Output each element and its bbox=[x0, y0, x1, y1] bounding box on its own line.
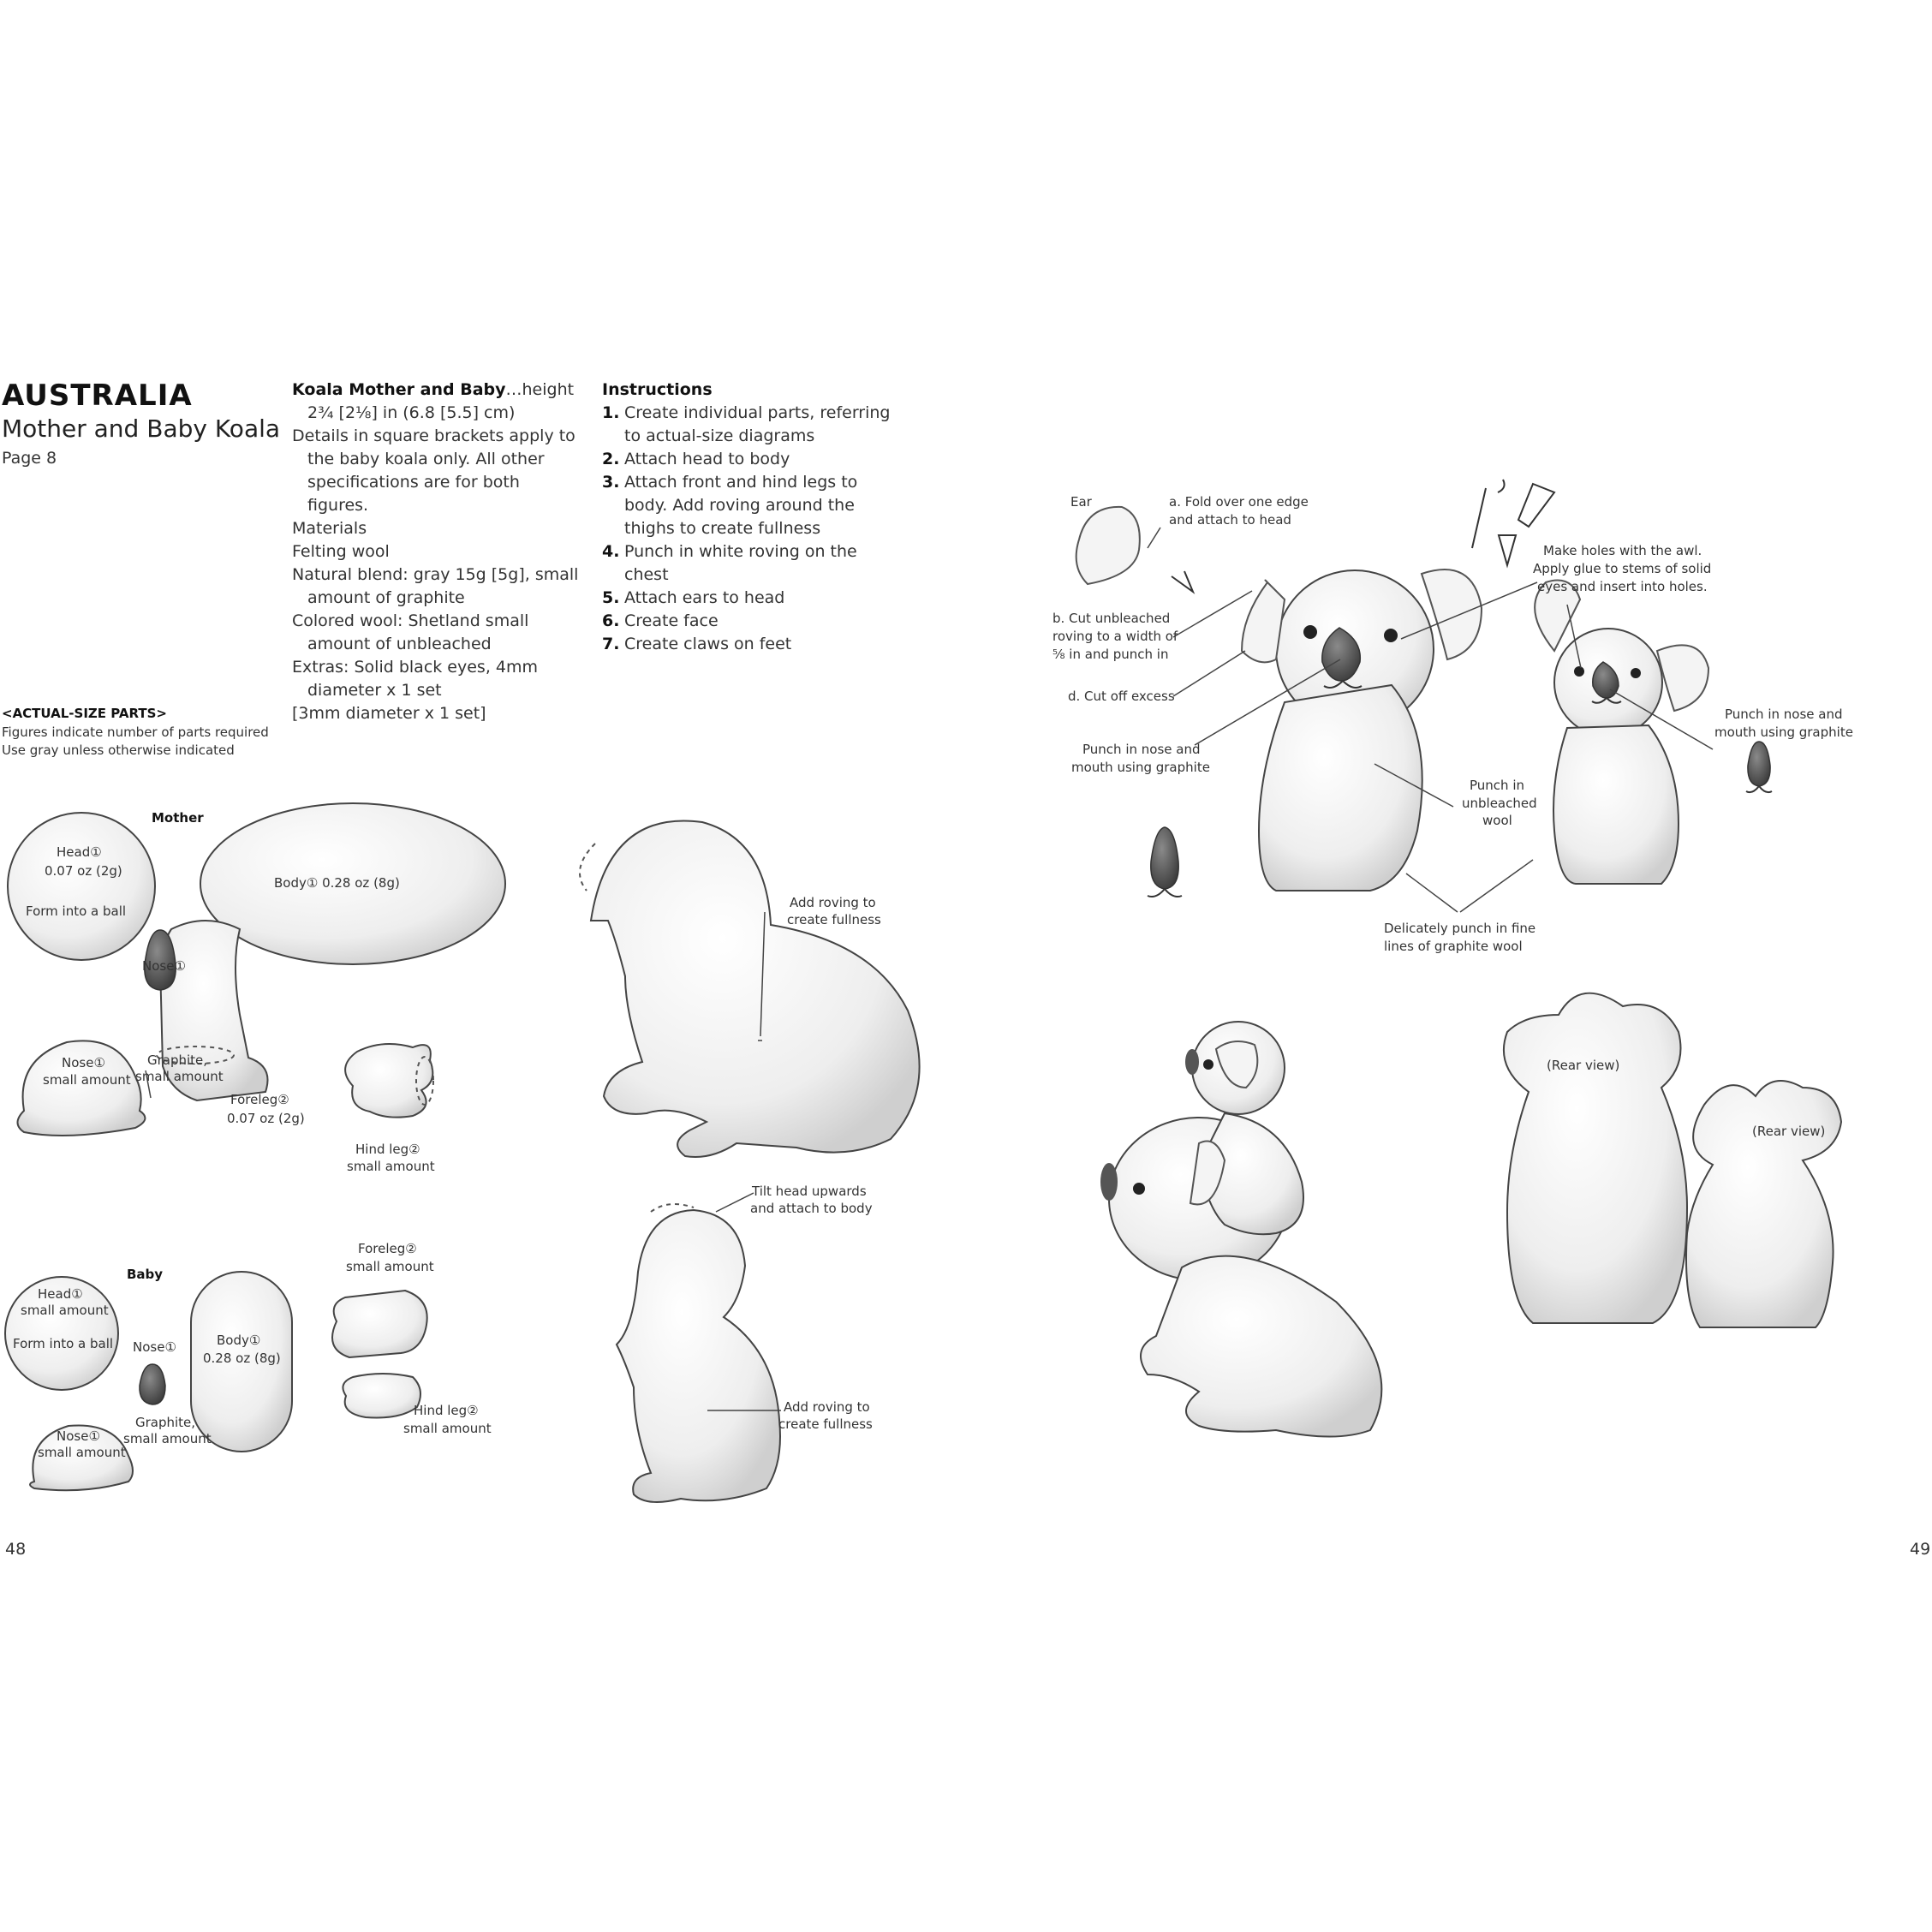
koala-mother-eye-left bbox=[1303, 625, 1317, 639]
baby-hindleg-sketch bbox=[343, 1374, 420, 1418]
material-line: Felting wool bbox=[292, 542, 390, 561]
koala-baby-eye-right bbox=[1631, 668, 1641, 678]
baby-body-weight: 0.28 oz (8g) bbox=[203, 1351, 281, 1366]
baby-section-label: Baby bbox=[127, 1267, 164, 1282]
unbleached-label: Punch in bbox=[1470, 778, 1524, 793]
mother-hindleg-amount: small amount bbox=[347, 1159, 435, 1174]
cut-label-2: roving to a width of bbox=[1052, 629, 1178, 644]
instruction-step: 4. Punch in white roving on the chest bbox=[602, 542, 857, 584]
rear-view-label-2: (Rear view) bbox=[1752, 1124, 1826, 1139]
koala-piggyback-mother-nose bbox=[1100, 1163, 1118, 1201]
baby-foreleg-amount: small amount bbox=[346, 1259, 434, 1274]
nose-example-large-mouth bbox=[1148, 889, 1182, 897]
mother-nose-ear-label: Nose① bbox=[62, 1055, 105, 1070]
mother-nose-ear-amount: small amount bbox=[43, 1072, 131, 1088]
spec-details: Details in square brackets apply to the baby koala only. All other specifications are for both figures. bbox=[292, 426, 575, 515]
unbleached-label-2: unbleached bbox=[1462, 796, 1537, 811]
ear-label: Ear bbox=[1070, 494, 1092, 510]
koala-piggyback-baby-eye bbox=[1203, 1059, 1213, 1070]
page-number-left: 48 bbox=[5, 1540, 27, 1559]
ear-detail-sketch bbox=[1076, 507, 1140, 584]
instruction-step: 6. Create face bbox=[602, 611, 719, 630]
baby-foreleg-label: Foreleg② bbox=[358, 1241, 417, 1256]
assembly-roving-label-2: create fullness bbox=[787, 912, 881, 927]
fine-lines-label: Delicately punch in fine bbox=[1384, 921, 1536, 936]
mother-nose-graphite: Graphite, bbox=[147, 1052, 208, 1068]
fine-lines-label-2: lines of graphite wool bbox=[1384, 939, 1523, 954]
holes-label-3: eyes and insert into holes. bbox=[1537, 579, 1708, 594]
holes-label: Make holes with the awl. bbox=[1543, 543, 1702, 558]
assembly-tilt-label: Tilt head upwards bbox=[752, 1184, 867, 1199]
instruction-step: 5. Attach ears to head bbox=[602, 588, 785, 607]
baby-nose-ear-label: Nose① bbox=[57, 1428, 100, 1444]
page-title: Mother and Baby Koala bbox=[2, 414, 281, 443]
mother-head-sketch bbox=[8, 813, 155, 960]
cut-label: b. Cut unbleached bbox=[1052, 611, 1171, 626]
nose-example-small-mouth bbox=[1746, 786, 1772, 792]
baby-hindleg-amount: small amount bbox=[403, 1421, 492, 1436]
parts-heading: <ACTUAL-SIZE PARTS> bbox=[2, 706, 167, 721]
spec-name: Koala Mother and Baby bbox=[292, 380, 506, 399]
baby-head-amount: small amount bbox=[21, 1303, 109, 1318]
rear-view-mother bbox=[1504, 993, 1687, 1323]
baby-head-label: Head① bbox=[38, 1286, 83, 1302]
baby-nose-graphite-amount: small amount bbox=[123, 1431, 212, 1446]
mother-nose-graphite-amount: small amount bbox=[135, 1069, 224, 1084]
cut-excess-label: d. Cut off excess bbox=[1068, 689, 1175, 704]
nose-mouth-label-2: mouth using graphite bbox=[1071, 760, 1210, 775]
material-line: [3mm diameter x 1 set] bbox=[292, 704, 486, 723]
baby-foreleg-sketch bbox=[332, 1291, 427, 1357]
baby-nose-label: Nose① bbox=[133, 1339, 176, 1355]
mother-foreleg-weight: 0.07 oz (2g) bbox=[227, 1111, 305, 1126]
koala-baby-eye-left bbox=[1574, 666, 1584, 677]
mother-ear-outline bbox=[580, 844, 595, 891]
baby-nose-graphite: Graphite, bbox=[135, 1415, 196, 1430]
baby-body-label: Body① bbox=[217, 1333, 261, 1348]
mother-hindleg-sketch bbox=[345, 1044, 432, 1118]
arrow-icon bbox=[1172, 571, 1193, 592]
assembly-baby-sketch bbox=[617, 1210, 780, 1502]
parts-note: Figures indicate number of parts required bbox=[2, 724, 269, 740]
nose-mouth-label: Punch in nose and bbox=[1082, 742, 1201, 757]
koala-mother-body bbox=[1259, 685, 1422, 891]
koala-baby-ear-right bbox=[1657, 645, 1708, 711]
instructions-heading: Instructions bbox=[602, 380, 713, 399]
baby-head-note: Form into a ball bbox=[13, 1336, 114, 1351]
assembly-roving-label: Add roving to bbox=[790, 895, 876, 910]
section-title: AUSTRALIA bbox=[2, 379, 193, 413]
koala-piggyback-mother-body bbox=[1141, 1256, 1381, 1437]
instruction-step: 3. Attach front and hind legs to body. Add roving around the thighs to create fullness bbox=[602, 473, 858, 538]
material-line: Colored wool: Shetland small amount of unbleached bbox=[292, 611, 529, 653]
cut-label-3: ⅝ in and punch in bbox=[1052, 647, 1169, 662]
material-line: Extras: Solid black eyes, 4mm diameter x 1 set bbox=[292, 658, 539, 700]
assembly-roving-label-4: create fullness bbox=[778, 1416, 873, 1432]
glue-tube-icon bbox=[1518, 484, 1554, 527]
koala-piggyback-mother-eye bbox=[1133, 1183, 1145, 1195]
holes-label-2: Apply glue to stems of solid bbox=[1533, 561, 1712, 576]
instruction-step: 2. Attach head to body bbox=[602, 450, 790, 468]
mother-section-label: Mother bbox=[152, 810, 204, 826]
koala-baby-body bbox=[1553, 725, 1679, 884]
fold-label-2: and attach to head bbox=[1169, 512, 1291, 528]
mother-head-weight: 0.07 oz (2g) bbox=[45, 863, 122, 879]
parts-note: Use gray unless otherwise indicated bbox=[2, 742, 235, 758]
mother-body-label: Body① 0.28 oz (8g) bbox=[274, 875, 400, 891]
mother-hindleg-label: Hind leg② bbox=[355, 1142, 420, 1157]
unbleached-label-3: wool bbox=[1482, 813, 1512, 828]
baby-nose-part bbox=[140, 1364, 165, 1404]
page-reference: Page 8 bbox=[2, 449, 57, 468]
page-number-right: 49 bbox=[1910, 1540, 1931, 1559]
koala-mother-eye-right bbox=[1384, 629, 1398, 642]
mother-foreleg-label: Foreleg② bbox=[230, 1092, 289, 1107]
material-line: Natural blend: gray 15g [5g], small amount of graphite bbox=[292, 565, 579, 607]
assembly-tilt-label-2: and attach to body bbox=[750, 1201, 873, 1216]
nose-mouth-baby-label: Punch in nose and bbox=[1725, 707, 1843, 722]
rear-view-label: (Rear view) bbox=[1547, 1058, 1620, 1073]
nose-mouth-baby-label-2: mouth using graphite bbox=[1714, 724, 1853, 740]
fold-label: a. Fold over one edge bbox=[1169, 494, 1309, 510]
mother-nose-label: Nose① bbox=[142, 958, 186, 974]
assembly-mother-sketch bbox=[591, 820, 920, 1157]
materials-heading: Materials bbox=[292, 519, 367, 538]
mother-head-label: Head① bbox=[57, 844, 102, 860]
rear-view-baby bbox=[1686, 1081, 1841, 1327]
assembly-roving-label-3: Add roving to bbox=[784, 1399, 870, 1415]
nose-example-large bbox=[1151, 827, 1178, 889]
instruction-step: 7. Create claws on feet bbox=[602, 635, 792, 653]
baby-nose-ear-amount: small amount bbox=[38, 1445, 126, 1460]
nose-example-small bbox=[1748, 742, 1770, 786]
koala-piggyback-baby-nose bbox=[1185, 1049, 1199, 1075]
mother-head-note: Form into a ball bbox=[26, 903, 127, 919]
glue-bottle-icon bbox=[1499, 535, 1516, 565]
instruction-step: 1. Create individual parts, referring to actual-size diagrams bbox=[602, 403, 891, 445]
spec-height: …height 2¾ [2⅛] in (6.8 [5.5] cm) bbox=[307, 380, 575, 422]
baby-hindleg-label: Hind leg② bbox=[414, 1403, 479, 1418]
